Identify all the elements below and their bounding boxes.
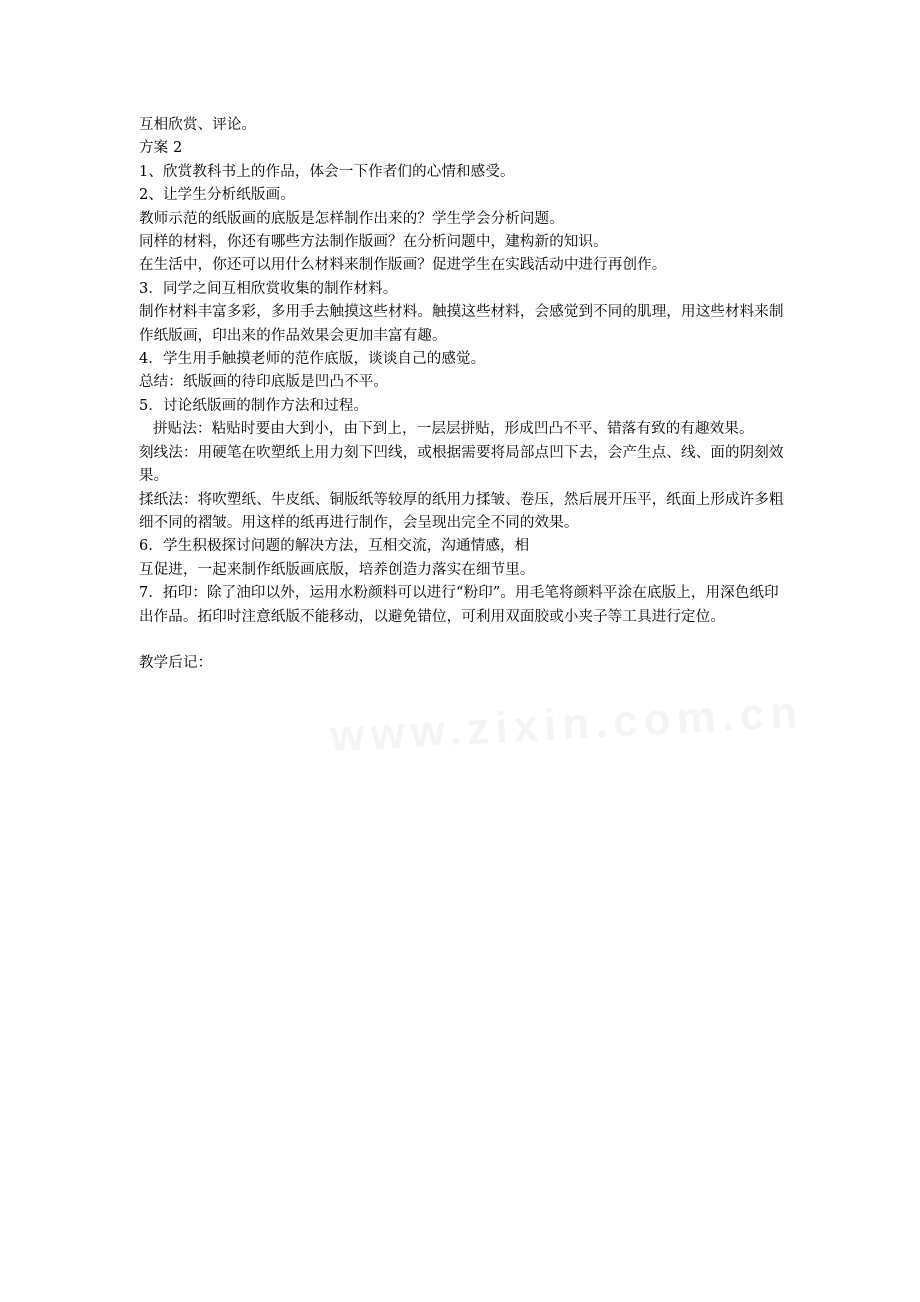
text-line: 在生活中，你还可以用什么材料来制作版画？促进学生在实践活动中进行再创作。 xyxy=(139,257,667,274)
text-paragraph: 刻线法：用硬笔在吹塑纸上用力刻下凹线，或根据需要将局部点凹下去，会产生点、线、面的阴刻效果。 xyxy=(139,444,784,485)
text-line: 总结：纸版画的待印底版是凹凸不平。 xyxy=(139,374,389,391)
footer-label: 教学后记： xyxy=(139,655,213,672)
text-paragraph: 制作材料丰富多彩，多用手去触摸这些材料。触摸这些材料，会感觉到不同的肌理，用这些材料来制作纸版画，印出来的作品效果会更加丰富有趣。 xyxy=(139,304,784,344)
text-line: 同样的材料，你还有哪些方法制作版画？在分析问题中，建构新的知识。 xyxy=(139,234,608,251)
text-line: 5．讨论纸版画的制作方法和过程。 xyxy=(139,397,369,414)
text-line: 1、欣赏教科书上的作品，体会一下作者们的心情和感受。 xyxy=(139,163,515,180)
text-paragraph: 揉纸法：将吹塑纸、牛皮纸、铜版纸等较厚的纸用力揉皱、卷压，然后展开压平，纸面上形成许多粗细不同的褶皱。用这样的纸再进行制作，会呈现出完全不同的效果。 xyxy=(139,491,784,531)
watermark: www.zixin.com.cn xyxy=(329,687,805,762)
document-body xyxy=(139,114,789,676)
text-line: 6．学生积极探讨问题的解决方法，互相交流，沟通情感，相 xyxy=(139,538,530,555)
text-line: 3．同学之间互相欣赏收集的制作材料。 xyxy=(139,280,398,297)
text-line: 互相欣赏、评论。 xyxy=(139,117,257,133)
text-line: 教师示范的纸版画的底版是怎样制作出来的？学生学会分析问题。 xyxy=(139,210,564,227)
text-paragraph: 拼贴法：粘贴时要由大到小，由下到上，一层层拼贴，形成凹凸不平、错落有致的有趣效果。 xyxy=(153,421,754,438)
text-line: 互促进，一起来制作纸版画底版，培养创造力落实在细节里。 xyxy=(139,561,535,578)
plan-heading: 方案 2 xyxy=(139,140,183,157)
blank-line xyxy=(139,629,789,652)
text-line: 2、让学生分析纸版画。 xyxy=(139,187,295,204)
text-paragraph: 7．拓印：除了油印以外，运用水粉颜料可以进行“粉印”。用毛笔将颜料平涂在底版上，用深色纸印出作品。拓印时注意纸版不能移动，以避免错位，可利用双面胶或小夹子等工具进行定位。 xyxy=(139,585,779,625)
text-line: 4．学生用手触摸老师的范作底版，谈谈自己的感觉。 xyxy=(139,351,486,368)
